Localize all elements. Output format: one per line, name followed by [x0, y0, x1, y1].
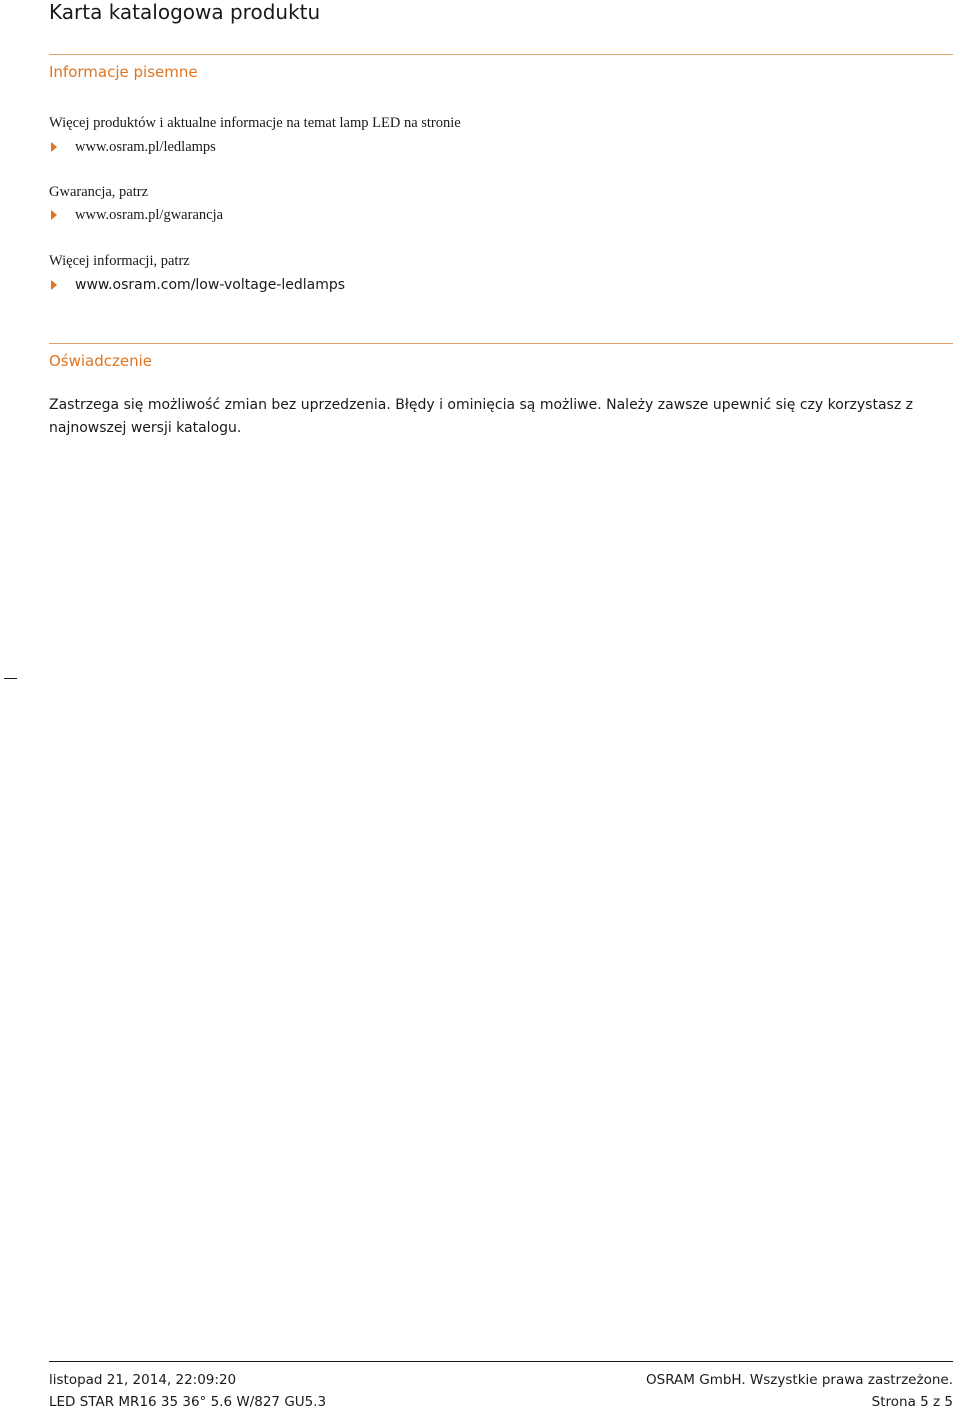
section-divider [49, 343, 953, 344]
arrow-right-icon [51, 280, 57, 290]
footer-date: listopad 21, 2014, 22:09:20 [49, 1372, 237, 1388]
disclaimer-text: Zastrzega się możliwość zmian bez uprzedzenia. Błędy i ominięcia są możliwe. Należy zawsze upewnić się czy korzystasz z najnowszej wersji katalogu. [49, 397, 913, 436]
section-heading-written-info: Informacje pisemne [49, 63, 198, 81]
info-label-products: Więcej produktów i aktualne informacje na temat lamp LED na stronie [49, 115, 461, 131]
info-label-more-info: Więcej informacji, patrz [49, 253, 190, 269]
arrow-right-icon [51, 142, 57, 152]
footer-product: LED STAR MR16 35 36° 5.6 W/827 GU5.3 [49, 1394, 327, 1410]
footer-copyright: OSRAM GmbH. Wszystkie prawa zastrzeżone. [646, 1372, 953, 1388]
footer-divider [49, 1361, 953, 1362]
section-divider [49, 54, 953, 55]
page-title: Karta katalogowa produktu [49, 0, 321, 24]
footer-page-number: Strona 5 z 5 [871, 1394, 953, 1410]
arrow-right-icon [51, 210, 57, 220]
link-ledlamps[interactable]: www.osram.pl/ledlamps [75, 139, 216, 155]
link-more-info[interactable]: www.osram.com/low-voltage-ledlamps [75, 277, 346, 293]
info-label-warranty: Gwarancja, patrz [49, 184, 149, 200]
link-warranty[interactable]: www.osram.pl/gwarancja [75, 207, 224, 223]
margin-mark [4, 678, 17, 679]
section-heading-disclaimer: Oświadczenie [49, 352, 153, 370]
